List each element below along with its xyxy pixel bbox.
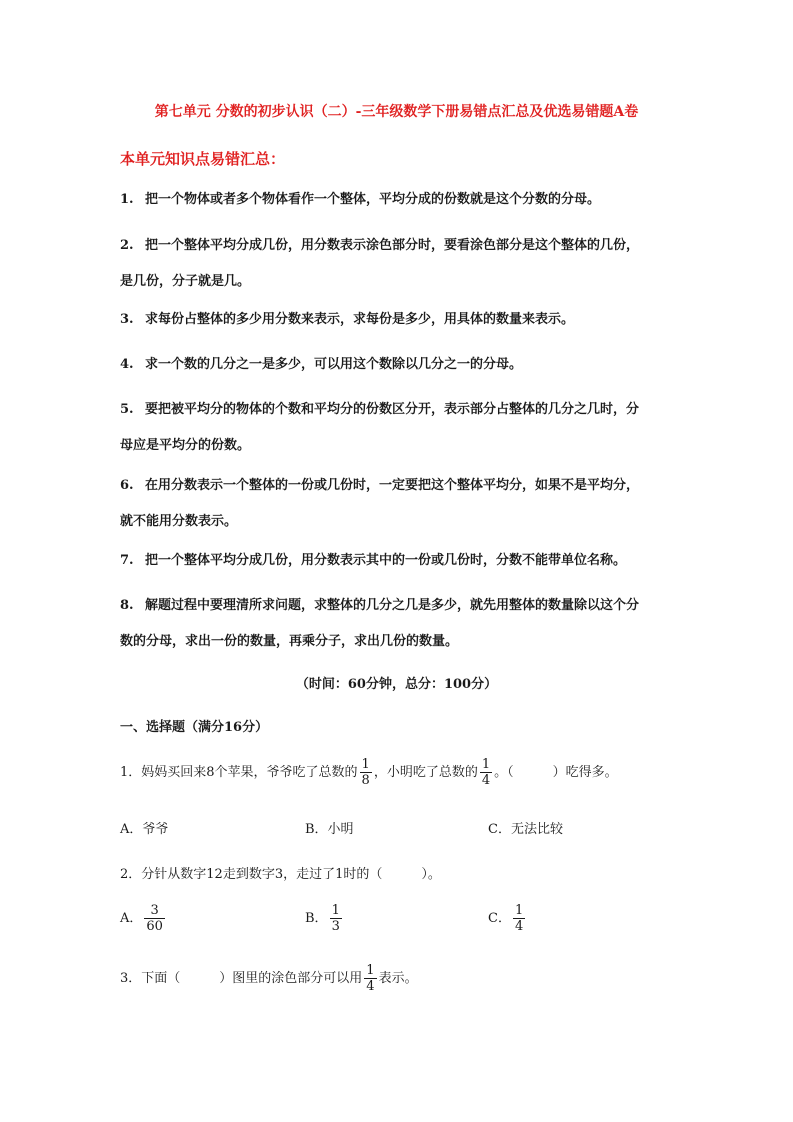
knowledge-point-text-cont: 就不能用分数表示。 <box>120 514 238 529</box>
fraction-numerator: 1 <box>361 757 370 772</box>
fraction-denominator: 4 <box>514 919 524 934</box>
knowledge-point-number: 5. <box>120 402 134 417</box>
question-1-text: ，小明吃了总数的 <box>373 765 478 780</box>
knowledge-summary-heading: 本单元知识点易错汇总： <box>120 150 286 168</box>
knowledge-point-2 <box>120 228 639 300</box>
option-c: C．无法比较 <box>488 822 563 837</box>
knowledge-point-text: 在用分数表示一个整体的一份或几份时，一定要把这个整体平均分，如果不是平均分， <box>145 478 640 493</box>
knowledge-point-3 <box>120 302 574 338</box>
question-3-text: 3．下面（ ）图里的涂色部分可以用 <box>120 971 363 986</box>
option-a <box>120 903 167 934</box>
knowledge-point-text: 求一个数的几分之一是多少，可以用这个数除以几分之一的分母。 <box>145 357 523 372</box>
option-label: B． <box>305 911 328 926</box>
knowledge-point-text: 解题过程中要理清所求问题，求整体的几分之几是多少，就先用整体的数量除以这个分 <box>145 598 640 613</box>
option-c <box>488 903 527 934</box>
fraction <box>330 903 342 934</box>
exam-time-info: （时间：60分钟，总分：100分） <box>295 677 498 692</box>
fraction-numerator: 1 <box>366 963 375 978</box>
fraction <box>513 903 525 934</box>
knowledge-point-7 <box>120 543 626 579</box>
option-label: C． <box>488 911 511 926</box>
knowledge-point-text-cont: 母应是平均分的份数。 <box>120 438 251 453</box>
fraction-denominator: 4 <box>481 773 491 788</box>
question-1 <box>120 757 618 788</box>
question-3 <box>120 963 418 994</box>
option-b: B．小明 <box>305 822 354 837</box>
fraction <box>364 963 376 994</box>
question-1-text: 。（ ）吃得多。 <box>494 765 618 780</box>
question-2-text: 2．分针从数字12走到数字3，走过了1时的（ ）。 <box>120 867 441 882</box>
fraction-numerator: 1 <box>514 903 524 918</box>
fraction-numerator: 1 <box>481 757 491 772</box>
knowledge-point-4 <box>120 347 522 383</box>
knowledge-point-6 <box>120 468 639 540</box>
fraction <box>144 903 165 934</box>
knowledge-point-number: 6. <box>120 478 134 493</box>
fraction-numerator: 3 <box>144 903 165 919</box>
knowledge-point-number: 7. <box>120 553 134 568</box>
knowledge-point-number: 4. <box>120 357 134 372</box>
knowledge-point-text: 把一个整体平均分成几份，用分数表示其中的一份或几份时，分数不能带单位名称。 <box>145 553 627 568</box>
knowledge-point-5 <box>120 392 639 464</box>
knowledge-point-number: 8. <box>120 598 134 613</box>
question-1-text: 1．妈妈买回来8个苹果，爷爷吃了总数的 <box>120 765 358 780</box>
fraction <box>360 757 372 788</box>
page-title: 第七单元 分数的初步认识（二）-三年级数学下册易错点汇总及优选易错题A卷 <box>154 104 639 120</box>
knowledge-point-text: 把一个整体平均分成几份，用分数表示涂色部分时，要看涂色部分是这个整体的几份， <box>145 238 640 253</box>
knowledge-point-text-cont: 数的分母，求出一份的数量，再乘分子，求出几份的数量。 <box>120 634 459 649</box>
fraction <box>480 757 492 788</box>
fraction-numerator: 1 <box>331 903 340 918</box>
fraction-denominator: 8 <box>361 773 370 788</box>
fraction-denominator: 4 <box>366 979 375 994</box>
knowledge-point-text: 把一个物体或者多个物体看作一个整体，平均分成的份数就是这个分数的分母。 <box>145 192 601 207</box>
question-3-text: 表示。 <box>378 971 418 986</box>
knowledge-point-text: 要把被平均分的物体的个数和平均分的份数区分开，表示部分占整体的几分之几时，分 <box>145 402 640 417</box>
knowledge-point-number: 3. <box>120 312 134 327</box>
knowledge-point-1 <box>120 182 600 218</box>
knowledge-point-number: 1. <box>120 192 134 207</box>
option-a: A．爷爷 <box>120 822 169 837</box>
knowledge-point-number: 2. <box>120 238 134 253</box>
option-label: A． <box>120 911 143 926</box>
fraction-denominator: 60 <box>146 919 163 934</box>
option-b <box>305 903 344 934</box>
knowledge-point-8 <box>120 588 639 660</box>
section-heading-choice: 一、选择题（满分16分） <box>120 720 269 735</box>
knowledge-point-text-cont: 是几份，分子就是几。 <box>120 274 251 289</box>
knowledge-point-text: 求每份占整体的多少用分数来表示，求每份是多少，用具体的数量来表示。 <box>145 312 575 327</box>
fraction-denominator: 3 <box>331 919 340 934</box>
